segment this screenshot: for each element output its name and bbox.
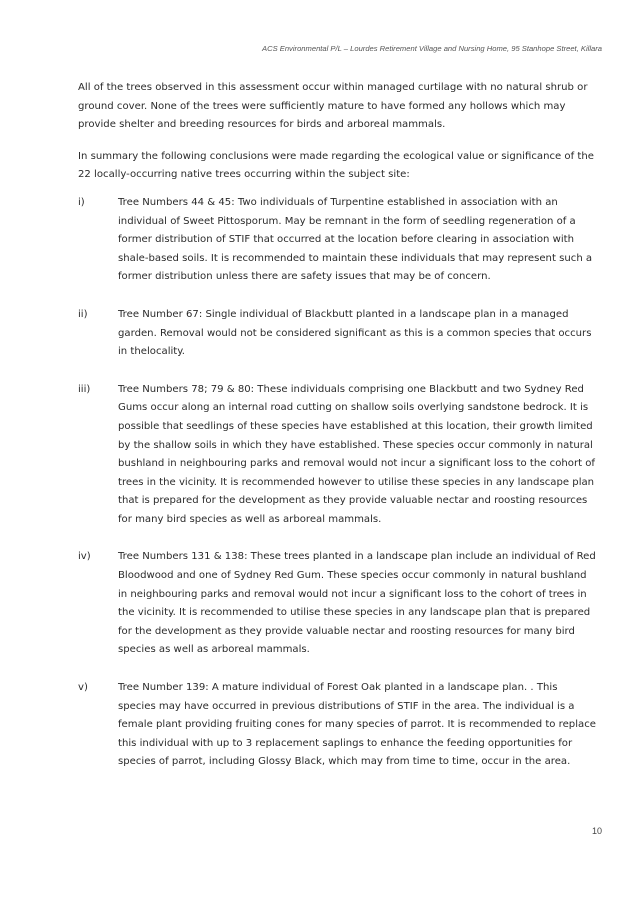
conclusion-item-iii bbox=[78, 381, 598, 530]
conclusion-numeral: v) bbox=[78, 682, 88, 694]
conclusion-numeral: ii) bbox=[78, 308, 88, 320]
conclusion-text: Tree Number 139: A mature individual of Forest Oak planted in a landscape plan. . This species may have occurred in previous distributions of STIF in the area. The individual is a female plant providing fruiting cones for many species of parrot. It is recommended to replace this individual with up to 3 replacement saplings to enhance the feeding opportunities for species of parrot, including Glossy Black, which may from time to time, occur in the area. bbox=[118, 682, 596, 768]
conclusion-item-i bbox=[78, 194, 598, 287]
page-header: ACS Environmental P/L – Lourdes Retirement Village and Nursing Home, 95 Stanhope Street, Killara bbox=[262, 44, 602, 53]
conclusion-item-v bbox=[78, 679, 598, 772]
conclusion-numeral: iii) bbox=[78, 383, 91, 395]
page-number: 10 bbox=[591, 826, 602, 836]
conclusion-item-ii bbox=[78, 306, 598, 362]
conclusion-numeral: i) bbox=[78, 196, 85, 208]
intro-paragraph: All of the trees observed in this assessment occur within managed curtilage with no natural shrub or ground cover. None of the trees were sufficiently mature to have formed any hollows which may provide shelter and breeding resources for birds and arboreal mammals. bbox=[78, 82, 588, 131]
conclusion-text: Tree Numbers 78; 79 & 80: These individuals comprising one Blackbutt and two Sydney Red Gums occur along an internal road cutting on shallow soils overlying sandstone bedrock. It is possible that seedlings of these species have established at this location, their growth limited by the shallow soils in which they have established. These species occur commonly in natural bushland in neighbouring parks and removal would not incur a significant loss to the cohort of trees in the vicinity. It is recommended however to utilise these species in any landscape plan that is prepared for the development as they provide valuable nectar and roosting resources for many bird species as well as arboreal mammals. bbox=[118, 383, 595, 525]
conclusion-text: Tree Number 67: Single individual of Blackbutt planted in a landscape plan in a managed garden. Removal would not be considered significant as this is a common species that occurs in thelocality. bbox=[118, 308, 592, 358]
summary-paragraph: In summary the following conclusions were made regarding the ecological value or significance of the 22 locally-occurring native trees occurring within the subject site: bbox=[78, 150, 594, 181]
conclusion-text: Tree Numbers 44 & 45: Two individuals of Turpentine established in association with an individual of Sweet Pittosporum. May be remnant in the form of seedling regeneration of a former distribution of STIF that occurred at the location before clearing in association with shale-based soils. It is recommended to maintain these individuals that may represent such a former distribution unless there are safety issues that may be of concern. bbox=[118, 196, 593, 283]
conclusion-text: Tree Numbers 131 & 138: These trees planted in a landscape plan include an individual of Red Bloodwood and one of Sydney Red Gum. These species occur commonly in natural bushland in neighbouring parks and removal would not incur a significant loss to the cohort of trees in the vicinity. It is recommended to utilise these species in any landscape plan that is prepared for the development as they provide valuable nectar and roosting resources for many bird species as well as arboreal mammals. bbox=[118, 551, 596, 656]
conclusion-item-iv bbox=[78, 548, 598, 660]
conclusion-numeral: iv) bbox=[78, 551, 91, 563]
document-body bbox=[78, 79, 598, 791]
